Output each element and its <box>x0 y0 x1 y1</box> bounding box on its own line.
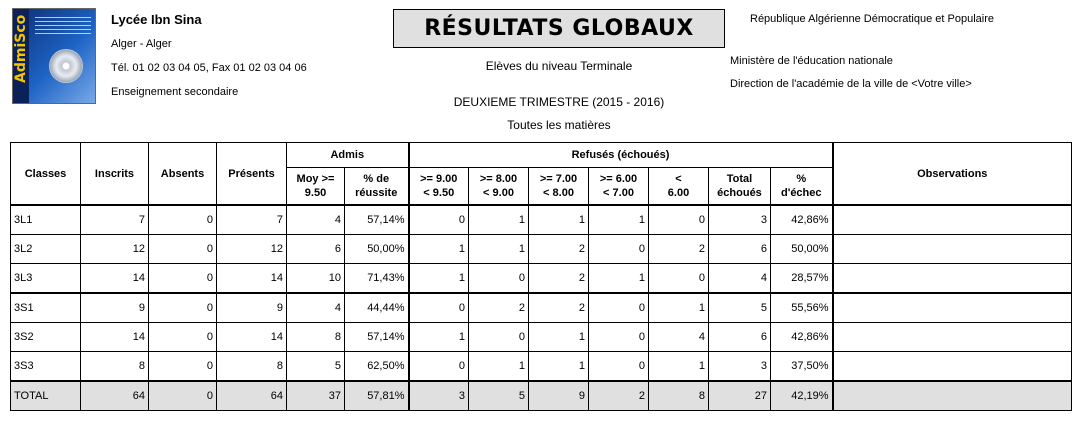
cell-classe: 3L3 <box>11 264 81 294</box>
logo-brand: AdmiSco <box>13 14 29 83</box>
cell-r5: 4 <box>649 323 709 352</box>
report-subtitle: Elèves du niveau Terminale <box>485 59 633 73</box>
cell-r3: 2 <box>529 264 589 294</box>
header-pct-reussite: % de réussite <box>345 168 409 206</box>
cell-presents: 12 <box>217 235 287 264</box>
cell-r3: 1 <box>529 352 589 382</box>
cell-classe: 3S1 <box>11 293 81 323</box>
header-r5: < 6.00 <box>649 168 709 206</box>
cell-observations <box>833 235 1072 264</box>
header-r1: >= 9.00 < 9.50 <box>409 168 469 206</box>
cell-reussite: 57,14% <box>345 205 409 235</box>
cell-observations <box>833 293 1072 323</box>
cell-r5: 1 <box>649 352 709 382</box>
cell-reussite: 50,00% <box>345 235 409 264</box>
cell-presents: 9 <box>217 293 287 323</box>
republic-label: République Algérienne Démocratique et Populaire <box>750 13 994 25</box>
table-row <box>11 293 1072 323</box>
cell-total-echoues: 4 <box>709 264 771 294</box>
cell-absents: 0 <box>149 205 217 235</box>
cell-inscrits: 14 <box>81 264 149 294</box>
cell-echec: 37,50% <box>771 352 833 382</box>
header-refuses: Refusés (échoués) <box>409 143 833 168</box>
cell-absents: 0 <box>149 264 217 294</box>
cell-echec: 55,56% <box>771 293 833 323</box>
cell-r1: 1 <box>409 235 469 264</box>
header-r2: >= 8.00 < 9.00 <box>469 168 529 206</box>
cell-r2: 1 <box>469 205 529 235</box>
cell-r1: 3 <box>409 381 469 411</box>
cell-total-echoues: 6 <box>709 235 771 264</box>
cell-observations <box>833 323 1072 352</box>
header-observations: Observations <box>833 143 1072 206</box>
logo-disc-icon <box>49 49 83 83</box>
cell-presents: 7 <box>217 205 287 235</box>
report-period: DEUXIEME TRIMESTRE (2015 - 2016) <box>453 95 665 109</box>
cell-r1: 1 <box>409 264 469 294</box>
header-moy: Moy >= 9.50 <box>287 168 345 206</box>
cell-r3: 1 <box>529 205 589 235</box>
cell-observations <box>833 264 1072 294</box>
cell-r4: 0 <box>589 323 649 352</box>
cell-presents: 8 <box>217 352 287 382</box>
table-row <box>11 352 1072 382</box>
cell-r4: 1 <box>589 205 649 235</box>
cell-inscrits: 12 <box>81 235 149 264</box>
cell-admis: 4 <box>287 293 345 323</box>
results-table <box>10 142 1072 411</box>
cell-admis: 10 <box>287 264 345 294</box>
table-row <box>11 205 1072 235</box>
cell-r4: 0 <box>589 235 649 264</box>
cell-r4: 0 <box>589 352 649 382</box>
cell-r2: 1 <box>469 352 529 382</box>
cell-total-echoues: 5 <box>709 293 771 323</box>
cell-total-echoues: 3 <box>709 352 771 382</box>
table-row <box>11 264 1072 294</box>
cell-r2: 0 <box>469 323 529 352</box>
table-row <box>11 323 1072 352</box>
cell-r1: 0 <box>409 293 469 323</box>
cell-observations <box>833 381 1072 411</box>
cell-r2: 5 <box>469 381 529 411</box>
cell-classe: TOTAL <box>11 381 81 411</box>
header-absents: Absents <box>149 143 217 206</box>
cell-admis: 37 <box>287 381 345 411</box>
cell-r5: 8 <box>649 381 709 411</box>
cell-presents: 64 <box>217 381 287 411</box>
direction-label: Direction de l'académie de la ville de <Votre ville> <box>730 78 972 90</box>
cell-absents: 0 <box>149 352 217 382</box>
cell-inscrits: 64 <box>81 381 149 411</box>
cell-r4: 2 <box>589 381 649 411</box>
ministry-label: Ministère de l'éducation nationale <box>730 55 893 67</box>
header-total-echoues: Total échoués <box>709 168 771 206</box>
header-admis: Admis <box>287 143 409 168</box>
cell-absents: 0 <box>149 381 217 411</box>
cell-r2: 1 <box>469 235 529 264</box>
cell-echec: 28,57% <box>771 264 833 294</box>
cell-total-echoues: 27 <box>709 381 771 411</box>
school-name: Lycée Ibn Sina <box>111 12 202 27</box>
header-r3: >= 7.00 < 8.00 <box>529 168 589 206</box>
cell-presents: 14 <box>217 264 287 294</box>
cell-reussite: 71,43% <box>345 264 409 294</box>
cell-r5: 0 <box>649 205 709 235</box>
cell-r3: 9 <box>529 381 589 411</box>
cell-inscrits: 14 <box>81 323 149 352</box>
cell-reussite: 62,50% <box>345 352 409 382</box>
cell-absents: 0 <box>149 235 217 264</box>
report-subjects: Toutes les matières <box>507 118 611 132</box>
cell-echec: 50,00% <box>771 235 833 264</box>
cell-r5: 2 <box>649 235 709 264</box>
cell-reussite: 44,44% <box>345 293 409 323</box>
cell-r1: 0 <box>409 205 469 235</box>
cell-admis: 5 <box>287 352 345 382</box>
header-r4: >= 6.00 < 7.00 <box>589 168 649 206</box>
school-level: Enseignement secondaire <box>111 86 239 98</box>
cell-r3: 1 <box>529 323 589 352</box>
cell-r1: 0 <box>409 352 469 382</box>
cell-admis: 6 <box>287 235 345 264</box>
header-classes: Classes <box>11 143 81 206</box>
cell-absents: 0 <box>149 323 217 352</box>
cell-admis: 4 <box>287 205 345 235</box>
total-row <box>11 381 1072 411</box>
cell-r1: 1 <box>409 323 469 352</box>
cell-total-echoues: 6 <box>709 323 771 352</box>
cell-classe: 3S2 <box>11 323 81 352</box>
cell-r5: 0 <box>649 264 709 294</box>
cell-classe: 3L2 <box>11 235 81 264</box>
cell-reussite: 57,81% <box>345 381 409 411</box>
header-inscrits: Inscrits <box>81 143 149 206</box>
cell-r3: 2 <box>529 235 589 264</box>
report-title: RÉSULTATS GLOBAUX <box>393 9 725 48</box>
cell-inscrits: 8 <box>81 352 149 382</box>
cell-r2: 2 <box>469 293 529 323</box>
cell-admis: 8 <box>287 323 345 352</box>
school-logo <box>12 8 96 104</box>
school-city: Alger - Alger <box>111 38 172 50</box>
cell-echec: 42,86% <box>771 205 833 235</box>
cell-observations <box>833 205 1072 235</box>
cell-inscrits: 7 <box>81 205 149 235</box>
table-row <box>11 235 1072 264</box>
header-pct-echec: % d'échec <box>771 168 833 206</box>
header-presents: Présents <box>217 143 287 206</box>
cell-echec: 42,19% <box>771 381 833 411</box>
cell-presents: 14 <box>217 323 287 352</box>
cell-absents: 0 <box>149 293 217 323</box>
cell-r4: 0 <box>589 293 649 323</box>
cell-inscrits: 9 <box>81 293 149 323</box>
logo-text-lines <box>35 17 91 37</box>
school-info <box>111 8 307 104</box>
cell-r5: 1 <box>649 293 709 323</box>
cell-observations <box>833 352 1072 382</box>
cell-total-echoues: 3 <box>709 205 771 235</box>
cell-classe: 3L1 <box>11 205 81 235</box>
cell-r2: 0 <box>469 264 529 294</box>
school-phone: Tél. 01 02 03 04 05, Fax 01 02 03 04 06 <box>111 62 307 74</box>
cell-r4: 1 <box>589 264 649 294</box>
cell-reussite: 57,14% <box>345 323 409 352</box>
cell-echec: 42,86% <box>771 323 833 352</box>
cell-classe: 3S3 <box>11 352 81 382</box>
cell-r3: 2 <box>529 293 589 323</box>
